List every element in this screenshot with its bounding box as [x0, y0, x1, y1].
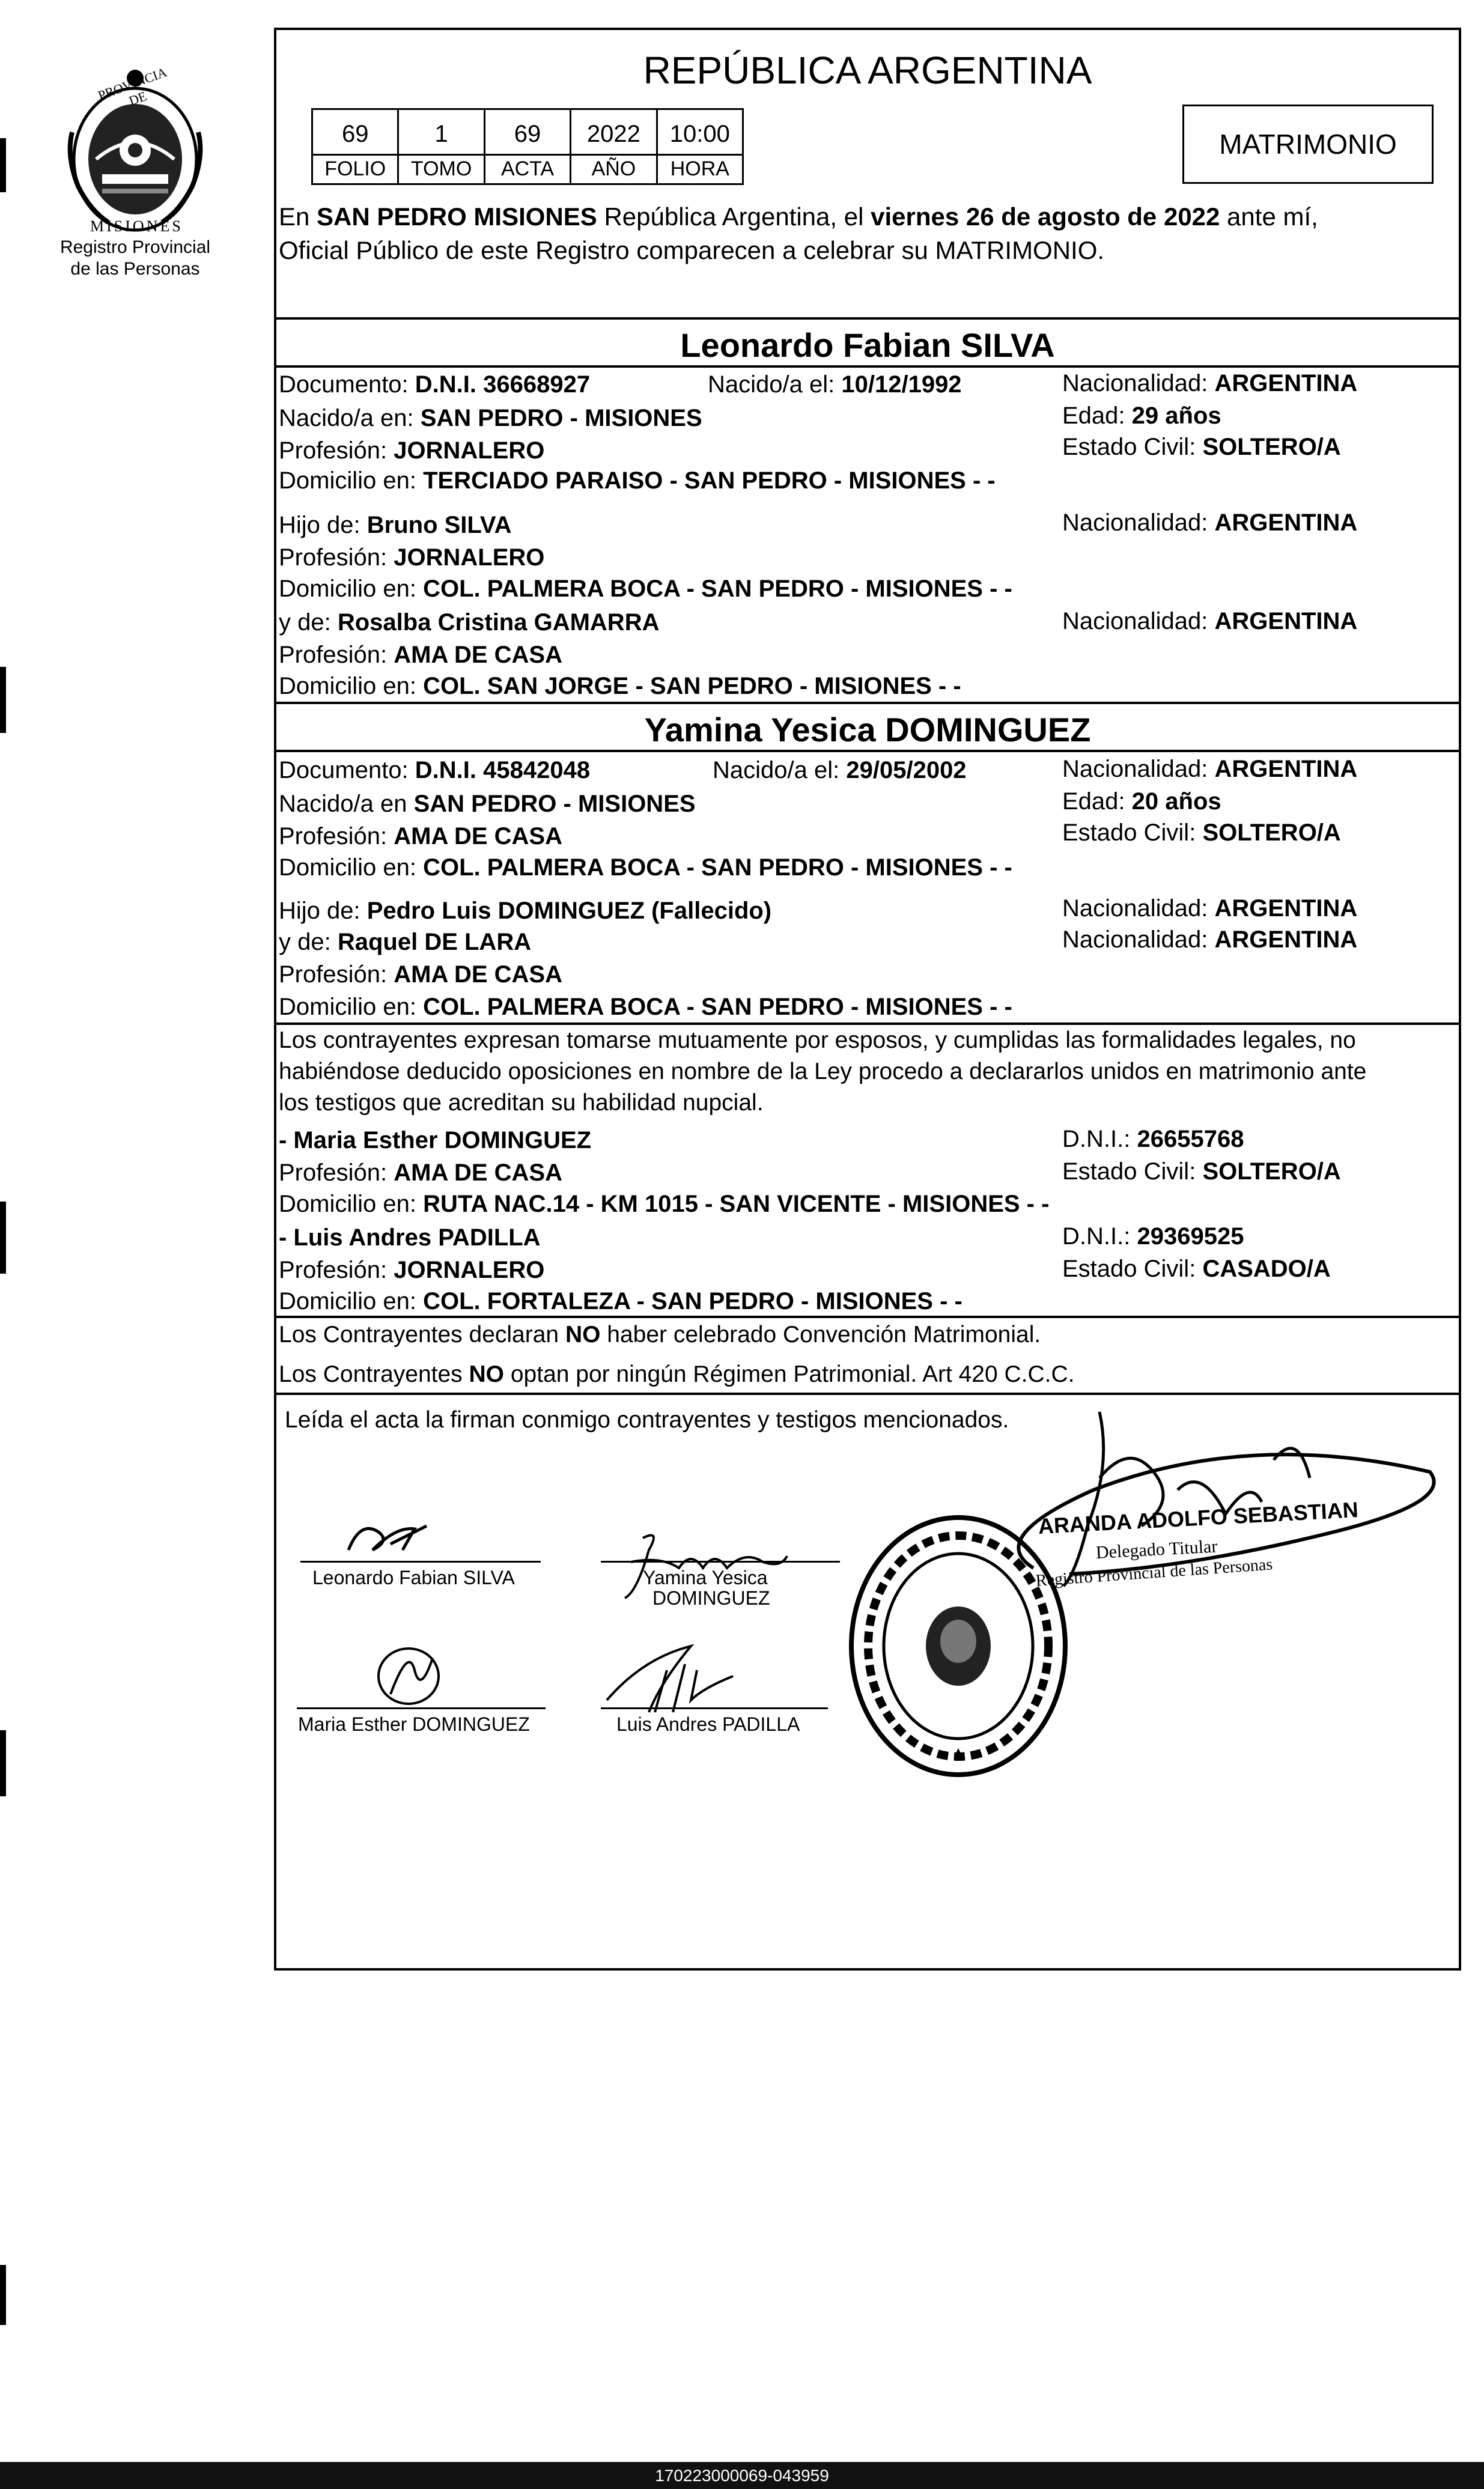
tomo-value: 1	[434, 121, 448, 147]
label: Documento:	[279, 757, 409, 783]
registry-name	[36, 237, 234, 280]
label: y de:	[279, 929, 331, 955]
scan-edge-mark	[0, 2265, 6, 2325]
label: Domicilio en:	[279, 994, 416, 1020]
value: SOLTERO/A	[1202, 819, 1341, 846]
spouse2-father	[279, 899, 771, 923]
spouse1-mother-nat	[1062, 609, 1357, 633]
value: 10/12/1992	[841, 371, 962, 398]
divider	[274, 317, 1461, 320]
intro-place: SAN PEDRO MISIONES	[317, 202, 597, 231]
witness2-job	[279, 1258, 544, 1282]
seal-text-bottom: MISIONES	[90, 217, 183, 235]
seal-text-top: PROVINCIA DE	[96, 64, 169, 109]
value: COL. SAN JORGE - SAN PEDRO - MISIONES - -	[423, 673, 961, 699]
spouse2-mother-nat	[1062, 928, 1357, 952]
spouse2-doc	[279, 758, 590, 782]
value: JORNALERO	[394, 437, 545, 464]
c1b: NO	[565, 1322, 601, 1348]
hora-value: 10:00	[669, 121, 730, 147]
spouse2-mother-home	[279, 995, 1012, 1019]
registry-logo	[54, 60, 216, 234]
spouse1-father-nat	[1062, 511, 1357, 535]
scan-edge-mark	[0, 138, 6, 192]
value: D.N.I. 45842048	[415, 757, 591, 783]
witness1-dni	[1062, 1127, 1244, 1151]
declaration-line1: Los contrayentes expresan tomarse mutuamente por esposos, y cumplidas las formalidades legales, no	[279, 1027, 1356, 1053]
label: Domicilio en:	[279, 673, 416, 699]
spouse1-mother	[279, 610, 659, 634]
value: ARGENTINA	[1214, 509, 1358, 536]
convention-line2	[279, 1363, 1075, 1386]
label: Estado Civil:	[1062, 1256, 1196, 1282]
value: 20 años	[1131, 788, 1221, 815]
spouse2-home	[279, 855, 1012, 880]
witness1-job	[279, 1161, 562, 1185]
label: Estado Civil:	[1062, 819, 1196, 846]
spouse1-mother-home	[279, 674, 961, 698]
label: Nacionalidad:	[1062, 926, 1208, 953]
spouse1-doc	[279, 372, 590, 397]
label: y de:	[279, 609, 331, 636]
value: ARGENTINA	[1214, 895, 1358, 922]
divider	[274, 1023, 1461, 1025]
grid-cell-folio	[313, 110, 399, 183]
label: Nacido/a el:	[713, 757, 840, 783]
folio-value: 69	[341, 121, 369, 147]
witness2-civil	[1062, 1257, 1331, 1281]
spouse2-mother-job	[279, 962, 562, 986]
signature-scribble-icon	[336, 1514, 445, 1562]
spouse1-birthplace	[279, 406, 702, 430]
intro-line1	[279, 204, 1318, 229]
value: AMA DE CASA	[394, 1159, 562, 1186]
spouse2-nat	[1062, 757, 1357, 781]
value: COL. PALMERA BOCA - SAN PEDRO - MISIONES - -	[423, 854, 1012, 881]
spouse2-mother	[279, 930, 531, 954]
signature-line	[601, 1707, 828, 1709]
label: Estado Civil:	[1062, 434, 1196, 460]
official-org: Registro Provincial de las Personas	[1035, 1555, 1274, 1590]
value: SAN PEDRO - MISIONES	[420, 405, 702, 431]
value: AMA DE CASA	[394, 961, 562, 988]
act-type: MATRIMONIO	[1219, 129, 1397, 160]
value: ARGENTINA	[1214, 756, 1358, 782]
value: SOLTERO/A	[1202, 434, 1341, 460]
signature-line	[601, 1561, 840, 1563]
label: Nacionalidad:	[1062, 756, 1208, 782]
divider	[274, 365, 1461, 368]
value: 29/05/2002	[846, 757, 967, 783]
value: Bruno SILVA	[366, 512, 512, 538]
spouse1-nat	[1062, 371, 1357, 395]
value: ARGENTINA	[1214, 926, 1358, 953]
page-title: REPÚBLICA ARGENTINA	[643, 49, 1092, 92]
value: ARGENTINA	[1214, 370, 1358, 397]
label: Profesión:	[279, 961, 388, 988]
scan-edge-mark	[0, 1730, 6, 1796]
value: D.N.I. 36668927	[415, 371, 591, 398]
tomo-label: TOMO	[399, 154, 483, 183]
hora-label: HORA	[658, 154, 742, 183]
spouse2-birthplace	[279, 792, 696, 816]
document-code-bar	[0, 2462, 1484, 2489]
spouse2-age	[1062, 789, 1221, 813]
witness1-civil	[1062, 1159, 1341, 1184]
label: Domicilio en:	[279, 1191, 416, 1217]
signature-label-1: Leonardo Fabian SILVA	[312, 1567, 515, 1588]
label: Nacionalidad:	[1062, 608, 1208, 634]
value: 29 años	[1131, 403, 1221, 429]
c2c: optan por ningún Régimen Patrimonial. Art 420 C.C.C.	[504, 1361, 1075, 1387]
acta-value: 69	[514, 121, 541, 147]
label: Hijo de:	[279, 898, 360, 924]
declaration-line3: los testigos que acreditan su habilidad nupcial.	[279, 1090, 764, 1116]
value: 29369525	[1137, 1223, 1244, 1250]
signature-label-4: Luis Andres PADILLA	[616, 1713, 800, 1735]
value: Pedro Luis DOMINGUEZ (Fallecido)	[366, 898, 772, 924]
signature-label-2b: DOMINGUEZ	[652, 1587, 770, 1609]
witness2-home	[279, 1289, 962, 1313]
registry-name-line2: de las Personas	[70, 259, 200, 279]
grid-cell-tomo	[399, 110, 485, 183]
value: AMA DE CASA	[394, 642, 562, 668]
spouse1-name: Leonardo Fabian SILVA	[680, 326, 1055, 364]
witness1-name: - Maria Esther DOMINGUEZ	[279, 1127, 592, 1153]
spouse1-born	[708, 372, 962, 397]
spouse1-job	[279, 439, 544, 463]
label: Edad:	[1062, 403, 1125, 429]
grid-cell-anio	[571, 110, 657, 183]
value: TERCIADO PARAISO - SAN PEDRO - MISIONES - -	[423, 467, 996, 494]
label: Nacido/a el:	[708, 371, 835, 398]
label: Nacido/a en	[279, 791, 407, 817]
witness2-dni	[1062, 1224, 1244, 1248]
signatures-intro: Leída el acta la firman conmigo contrayentes y testigos mencionados.	[285, 1407, 1009, 1433]
witness1-home	[279, 1192, 1049, 1216]
spouse1-father-job	[279, 546, 544, 570]
witness2-name: - Luis Andres PADILLA	[279, 1224, 541, 1251]
record-grid	[311, 108, 744, 185]
divider	[274, 750, 1461, 752]
label: Nacionalidad:	[1062, 895, 1208, 922]
value: COL. PALMERA BOCA - SAN PEDRO - MISIONES - -	[423, 576, 1012, 602]
divider	[274, 1316, 1461, 1318]
c2b: NO	[469, 1361, 505, 1387]
label: Domicilio en:	[279, 1288, 416, 1314]
c2a: Los Contrayentes	[279, 1361, 469, 1387]
declaration-line2: habiéndose deducido oposiciones en nombre de la Ley procedo a declararlos unidos en matrimonio ante	[279, 1059, 1367, 1084]
signature-line	[300, 1561, 541, 1563]
spouse2-job	[279, 824, 562, 848]
value: JORNALERO	[394, 544, 545, 571]
label: Domicilio en:	[279, 854, 416, 881]
label: Profesión:	[279, 1257, 388, 1283]
value: SOLTERO/A	[1202, 1158, 1341, 1185]
value: ARGENTINA	[1214, 608, 1358, 634]
official-name: ARANDA ADOLFO SEBASTIAN	[1037, 1497, 1359, 1539]
intro-p3: ante mí,	[1220, 202, 1318, 231]
spouse1-father	[279, 513, 511, 537]
spouse1-father-home	[279, 577, 1012, 601]
label: Nacido/a en:	[279, 405, 414, 431]
label: Profesión:	[279, 544, 388, 571]
label: D.N.I.:	[1062, 1126, 1131, 1152]
value: JORNALERO	[394, 1257, 545, 1283]
official-title: Delegado Titular	[1095, 1536, 1218, 1563]
value: RUTA NAC.14 - KM 1015 - SAN VICENTE - MISIONES - -	[423, 1191, 1050, 1217]
intro-p1: En	[279, 202, 317, 231]
spouse2-name: Yamina Yesica DOMINGUEZ	[644, 711, 1091, 749]
divider	[274, 702, 1461, 704]
value: COL. FORTALEZA - SAN PEDRO - MISIONES - -	[423, 1288, 962, 1314]
label: Profesión:	[279, 642, 388, 668]
signature-label-3: Maria Esther DOMINGUEZ	[298, 1713, 530, 1735]
label: Documento:	[279, 371, 409, 398]
c1c: haber celebrado Convención Matrimonial.	[600, 1322, 1041, 1348]
scan-edge-mark	[0, 1202, 6, 1274]
value: Raquel DE LARA	[337, 929, 532, 955]
label: Nacionalidad:	[1062, 370, 1208, 397]
value: 26655768	[1137, 1126, 1244, 1152]
document-code: 170223000069-043959	[655, 2466, 829, 2485]
label: Nacionalidad:	[1062, 509, 1208, 536]
signature-line	[297, 1707, 546, 1709]
spouse2-born	[713, 758, 967, 782]
signature-scribble-icon	[366, 1634, 451, 1712]
spouse1-mother-job	[279, 643, 562, 667]
intro-p2: República Argentina, el	[597, 202, 871, 231]
spouse1-civil	[1062, 435, 1341, 459]
acta-label: ACTA	[485, 154, 570, 183]
spouse1-age	[1062, 404, 1221, 428]
signature-label-2a: Yamina Yesica	[643, 1567, 768, 1588]
label: Edad:	[1062, 788, 1125, 815]
value: SAN PEDRO - MISIONES	[413, 791, 696, 817]
label: Profesión:	[279, 437, 388, 464]
spouse2-father-nat	[1062, 896, 1357, 920]
spouse1-home	[279, 469, 996, 493]
grid-cell-acta	[485, 110, 571, 183]
intro-date: viernes 26 de agosto de 2022	[871, 202, 1220, 231]
signature-scribble-icon	[595, 1634, 745, 1718]
value: COL. PALMERA BOCA - SAN PEDRO - MISIONES - -	[423, 994, 1012, 1020]
label: Domicilio en:	[279, 467, 416, 494]
label: Profesión:	[279, 823, 388, 849]
intro-line2: Oficial Público de este Registro comparecen a celebrar su MATRIMONIO.	[279, 236, 1105, 264]
c1a: Los Contrayentes declaran	[279, 1322, 565, 1348]
convention-line1	[279, 1323, 1041, 1346]
anio-value: 2022	[586, 121, 640, 147]
value: CASADO/A	[1202, 1256, 1331, 1282]
scan-edge-mark	[0, 667, 6, 733]
anio-label: AÑO	[571, 154, 655, 183]
label: Estado Civil:	[1062, 1158, 1196, 1185]
act-type-box	[1182, 105, 1434, 184]
label: Domicilio en:	[279, 576, 416, 602]
label: Hijo de:	[279, 512, 360, 538]
value: Rosalba Cristina GAMARRA	[337, 609, 660, 636]
value: AMA DE CASA	[394, 823, 562, 849]
label: D.N.I.:	[1062, 1223, 1131, 1250]
grid-cell-hora	[658, 110, 742, 183]
spouse2-civil	[1062, 821, 1341, 845]
label: Profesión:	[279, 1159, 388, 1186]
registry-name-line1: Registro Provincial	[59, 237, 211, 257]
folio-label: FOLIO	[313, 154, 397, 183]
